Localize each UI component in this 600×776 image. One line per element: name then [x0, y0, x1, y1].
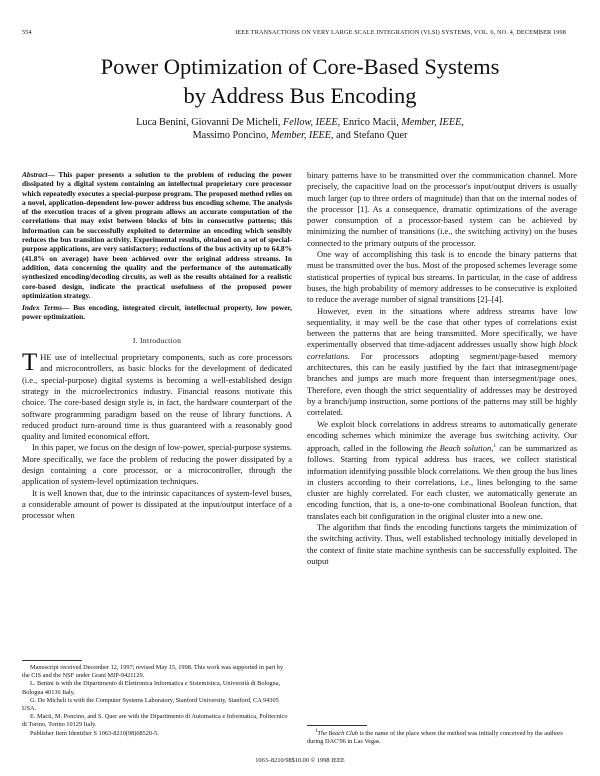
footnote-publisher-id: Publisher Item Identifier S 1063-8210(98)08520-5. — [30, 729, 159, 737]
section-heading: I. Introduction — [132, 335, 182, 345]
right-paragraph-3 — [307, 306, 577, 419]
p4-text-b: can be summarized as follows. Starting from typical address bus traces, we collect statistical information identifying possible block correlations. We then group the bus lines in clusters according to their correlations, i.e., lines belonging to the same cluster are highly correlated. For each cluster, we automatically generate an encoding function, that is, a one-to-one combinational Boolean function, that translates each bit configuration in the original cluster into a new one. — [307, 442, 577, 521]
author-names-1: Luca Benini, Giovanni De Micheli, — [136, 117, 283, 128]
index-terms-label: Index Terms— — [22, 303, 70, 313]
footnote-benini: L. Benini is with the Dipartimento di Elettronica Informatica e Sistemistica, Università di Bologna, Bologna 40136 Italy. — [22, 680, 281, 696]
footnotes-left — [22, 664, 292, 738]
footnote-divider-right — [307, 725, 367, 726]
footnote-beach-club — [307, 728, 577, 747]
author-names-3: Massimo Poncino, — [192, 130, 272, 141]
left-column — [22, 170, 292, 522]
right-paragraph-5: The algorithm that finds the encoding functions targets the minimization of the switching activity. Thus, well established technology initially developed in the context of finite state machine synthesis can be successfully exploited. The output — [307, 522, 577, 566]
author-sep-1: , — [461, 117, 464, 128]
intro-paragraph-2: In this paper, we focus on the design of low-power, special-purpose systems. More specifically, we face the problem of reducing the power dissipated by a design containing a core processor, or a microcontroller, through the application of system-level optimization techniques. — [22, 442, 292, 487]
right-column — [307, 170, 577, 567]
author-names-4: , and Stefano Quer — [331, 130, 408, 141]
abstract-text: This paper presents a solution to the problem of reducing the power dissipated by a digital system containing an intellectual proprietary core processor which repeatedly executes a special-purpose program. The proposed method relies on a novel, application-dependent low-power address bus encoding scheme. The analysis of the execution traces of a given program allows an accurate computation of the correlations that may exist between blocks of bits in consecutive patterns; this information can be successfully exploited to determine an encoding which sensibly reduces the bus transition activity. Experimental results, obtained on a set of special-purpose applications, are very satisfactory; reductions of the bus activity up to 64.8% (41.8% on average) have been achieved over the original address streams. In addition, data concerning the quality and the performance of the automatically synthesized encoding/decoding circuits, as well as the results obtained for a realistic core-based design, indicate the practical usefulness of the proposed power optimization strategy. — [22, 170, 292, 300]
author-list — [20, 116, 580, 142]
footnote-macii: E. Macii, M. Poncino, and S. Quer are with the Dipartimento di Automatica e Informatica, Politecnico di Torino, Torino 10129 Italy. — [22, 713, 288, 729]
right-paragraph-2: One way of accomplishing this task is to encode the binary patterns that must be transmitted over the bus. Most of the proposed schemes leverage some statistical properties of typical bus streams. In particular, in the case of address buses, the high probability of memory addresses to be consecutive is exploited to reduce the average number of signal transitions [2]–[4]. — [307, 249, 577, 305]
intro-p1-text: HE use of intellectual proprietary components, such as core processors and microcontrollers, as basic blocks for the development of dedicated (i.e., special-purpose) digital systems is becoming a well-established design strategy in the microelectronics industry. Financial reasons motivate this choice. The core-based design style is, in fact, the hardware counterpart of the software programming paradigm based on the reuse of library functions. A reduced product turn-around time is thus guaranteed with a reasonably good quality and limited economical effort. — [22, 352, 292, 442]
footnote-manuscript: Manuscript received December 12, 1997; revised May 15, 1998. This work was supported in part by the CIS and the NSF under Grant MIP-9421129. — [22, 664, 284, 680]
copyright-footer: 1063–8210/98$10.00 © 1998 IEEE — [255, 757, 345, 764]
footnote-text: is the name of the place where the method was initially conceived by the authors during DAC'96 in Las Vegas. — [307, 730, 563, 746]
footnote-demicheli: G. De Micheli is with the Computer Systems Laboratory, Stanford University, Stanford, CA 94305 USA. — [22, 696, 279, 713]
running-header — [22, 29, 566, 41]
drop-cap: T — [22, 349, 38, 377]
footnote-number: 1 — [315, 729, 318, 734]
p3-emphasis: block correlations. — [307, 339, 577, 361]
footnote-marker: 1 — [493, 443, 497, 450]
p3-text-b: For processors adopting segment/page-based memory architectures, this can be easily justified by the fact that intrasegment/page branches and jumps are much more frequent than intersegment/page ones. Therefore, even though the strict sequentiality of addresses may be destroyed by a branch/jump instruction, some portions of the patterns may still be highly correlated. — [307, 350, 577, 418]
right-paragraph-1: binary patterns have to be transmitted over the communication channel. More precisely, the capacitive load on the processor's input/output drivers is usually much larger (up to three orders of magnitude) than that on the internal nodes of the processor [1]. As a consequence, dramatic optimizations of the average power consumption of a processor-based system can be achieved by minimizing the number of transitions (i.e., the switching activity) on the buses connected to the primary outputs of the processor. — [307, 170, 577, 248]
title-line-2: by Address Bus Encoding — [183, 83, 417, 108]
abstract-label: Abstract— — [22, 170, 55, 179]
author-role-2: Member, IEEE — [401, 117, 462, 128]
index-terms-text: Bus encoding, integrated circuit, intellectual property, low power, power optimization. — [22, 303, 292, 322]
page-number: 554 — [22, 29, 32, 36]
paper-title — [20, 52, 580, 110]
title-line-1: Power Optimization of Core-Based Systems — [100, 54, 500, 79]
index-terms — [22, 303, 292, 322]
intro-paragraph-1 — [22, 349, 292, 442]
abstract — [22, 170, 292, 300]
p4-text-a: We exploit block correlations in address streams to automatically generate encoding schemes which minimize the average bus switching activity. Our approach, called in the following — [307, 418, 577, 453]
footnote-right — [307, 728, 577, 747]
footnote-emphasis: The Beach Club — [317, 730, 359, 738]
p4-emphasis: the Beach solution, — [426, 442, 494, 453]
intro-paragraph-3: It is well known that, due to the intrinsic capacitances of system-level buses, a considerable amount of power is dissipated at the input/output interface of a processor when — [22, 487, 292, 521]
author-role-3: Member, IEEE — [271, 130, 331, 141]
journal-header: IEEE TRANSACTIONS ON VERY LARGE SCALE INTEGRATION (VLSI) SYSTEMS, VOL. 6, NO. 4, DECEMBER 1998 — [235, 29, 566, 36]
p3-text-a: However, even in the situations where address streams have low sequentiality, it may well be the case that other types of correlations exist between the patterns that are being transmitted. More specifically, we have experimentally observed that time-adjacent addresses usually show high — [307, 305, 577, 350]
right-paragraph-4 — [307, 419, 577, 522]
author-names-2: , Enrico Macii, — [337, 117, 402, 128]
author-role-1: Fellow, IEEE — [282, 117, 338, 128]
footnote-divider-left — [22, 660, 82, 661]
